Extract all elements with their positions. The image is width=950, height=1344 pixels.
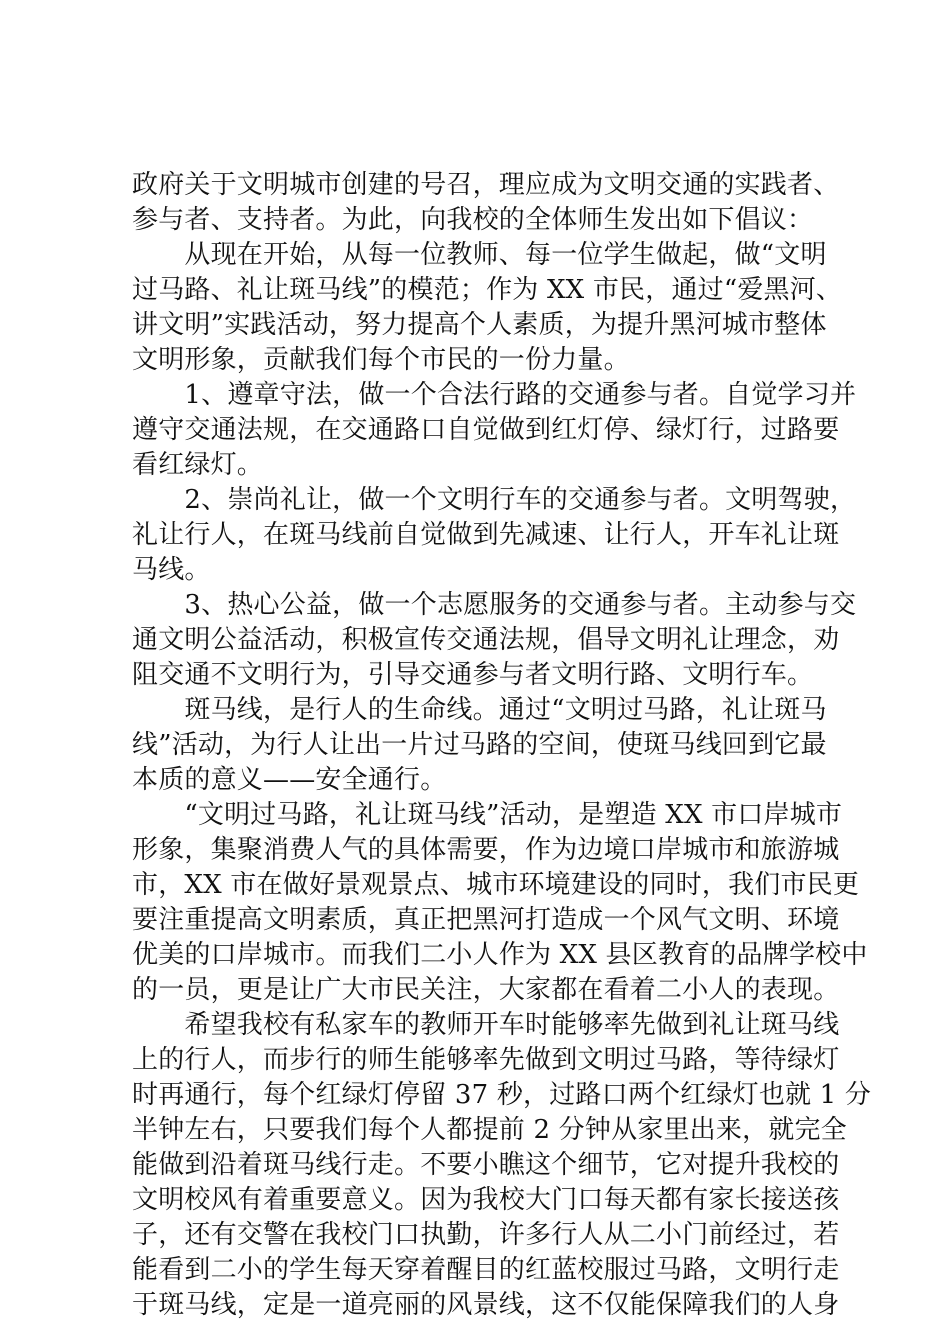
text-line: 文明校风有着重要意义。因为我校大门口每天都有家长接送孩 [132, 1185, 840, 1215]
text-line: 线”活动，为行人让出一片过马路的空间，使斑马线回到它最 [132, 730, 827, 760]
text-line: 过马路、礼让斑马线”的模范；作为 XX 市民，通过“爱黑河、 [132, 275, 843, 305]
text-line: 能看到二小的学生每天穿着醒目的红蓝校服过马路，文明行走 [132, 1255, 840, 1285]
text-line: 子，还有交警在我校门口执勤，许多行人从二小门前经过，若 [132, 1220, 840, 1250]
text-line: 遵守交通法规，在交通路口自觉做到红灯停、绿灯行，过路要 [132, 415, 840, 445]
text-line: 时再通行，每个红绿灯停留 37 秒，过路口两个红绿灯也就 1 分 [132, 1080, 872, 1110]
text-line: 的一员，更是让广大市民关注，大家都在看着二小人的表现。 [132, 975, 840, 1005]
text-line: 马线。 [132, 555, 211, 585]
text-line: 讲文明”实践活动，努力提高个人素质，为提升黑河城市整体 [132, 310, 827, 340]
text-line: 上的行人，而步行的师生能够率先做到文明过马路，等待绿灯 [132, 1045, 840, 1075]
text-line: 形象，集聚消费人气的具体需要，作为边境口岸城市和旅游城 [132, 835, 840, 865]
text-line: 斑马线，是行人的生命线。通过“文明过马路，礼让斑马 [132, 695, 827, 725]
text-line: 市，XX 市在做好景观景点、城市环境建设的同时，我们市民更 [132, 870, 860, 900]
text-line: 半钟左右，只要我们每个人都提前 2 分钟从家里出来，就完全 [132, 1115, 847, 1145]
text-line: 希望我校有私家车的教师开车时能够率先做到礼让斑马线 [132, 1010, 840, 1040]
text-line: 能做到沿着斑马线行走。不要小瞧这个细节，它对提升我校的 [132, 1150, 840, 1180]
text-line: 从现在开始，从每一位教师、每一位学生做起，做“文明 [132, 240, 827, 270]
text-line: 要注重提高文明素质，真正把黑河打造成一个风气文明、环境 [132, 905, 840, 935]
text-line: “文明过马路，礼让斑马线”活动，是塑造 XX 市口岸城市 [132, 800, 843, 830]
text-line: 3、热心公益，做一个志愿服务的交通参与者。主动参与交 [132, 590, 857, 620]
text-line: 阻交通不文明行为，引导交通参与者文明行路、文明行车。 [132, 660, 814, 690]
text-line: 优美的口岸城市。而我们二小人作为 XX 县区教育的品牌学校中 [132, 940, 868, 970]
text-line: 通文明公益活动，积极宣传交通法规，倡导文明礼让理念，劝 [132, 625, 840, 655]
text-line: 本质的意义——安全通行。 [132, 765, 447, 795]
text-line: 政府关于文明城市创建的号召，理应成为文明交通的实践者、 [132, 170, 840, 200]
text-line: 参与者、支持者。为此，向我校的全体师生发出如下倡议： [132, 205, 814, 235]
text-line: 1、遵章守法，做一个合法行路的交通参与者。自觉学习并 [132, 380, 857, 410]
text-line: 2、崇尚礼让，做一个文明行车的交通参与者。文明驾驶， [132, 485, 857, 515]
text-line: 礼让行人，在斑马线前自觉做到先减速、让行人，开车礼让斑 [132, 520, 840, 550]
text-line: 于斑马线，定是一道亮丽的风景线，这不仅能保障我们的人身 [132, 1290, 840, 1320]
text-line: 文明形象，贡献我们每个市民的一份力量。 [132, 345, 630, 375]
text-line: 看红绿灯。 [132, 450, 264, 480]
